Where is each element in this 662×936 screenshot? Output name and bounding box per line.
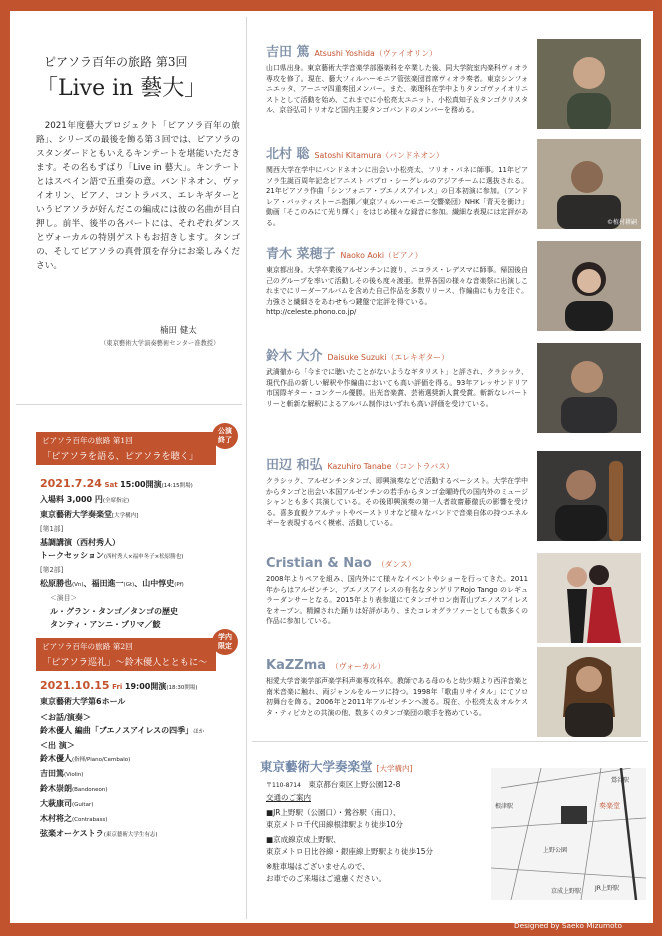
access-zip: 〒110-8714 <box>266 782 301 789</box>
event1-part1-label: [第1部] <box>40 525 64 533</box>
left-section-divider <box>16 404 242 405</box>
event2-campus-only-badge <box>212 629 238 655</box>
access-hall <box>260 757 412 775</box>
event2-cast-row <box>40 782 240 797</box>
map-label-uguisudani: 鶯谷駅 <box>611 777 630 784</box>
event1-day: Sat <box>104 481 118 489</box>
intro-author-role: （東京藝術大学演奏藝術センター准教授） <box>100 340 220 347</box>
performer-roman: （ヴォーカル） <box>331 662 386 671</box>
portrait-icon <box>537 39 641 129</box>
event1-program-1: ル・グラン・タンゴ／タンゴの歴史 <box>50 607 178 616</box>
photo-yoshida <box>537 39 641 129</box>
access-hall-note: [大学構内] <box>376 764 413 773</box>
performer-roman: Satoshi Kitamura（バンドネオン） <box>314 151 444 160</box>
portrait-icon <box>537 451 641 541</box>
cast-part: (東京藝術大学生有志) <box>103 832 158 838</box>
event1-price: 入場料 3,000 円 <box>40 495 103 504</box>
access-info <box>266 779 486 885</box>
event2-cast-row <box>40 767 240 782</box>
event2-details <box>40 679 240 842</box>
event2-subtitle: 「ピアソラ巡礼」～鈴木優人とともに～ <box>42 657 208 668</box>
performer-roman: （ダンス） <box>376 560 416 569</box>
event1-venue: 東京藝術大学奏楽堂 <box>40 510 112 519</box>
access-map <box>491 768 646 900</box>
event1-ended-badge <box>212 423 238 449</box>
photo-tanabe <box>537 451 641 541</box>
cast-name: 吉田篤 <box>40 769 64 778</box>
event1-details <box>40 477 240 631</box>
performer-roman: Daisuke Suzuki（エレキギター） <box>327 353 449 362</box>
event1-venue-note: [大学構内] <box>112 513 139 519</box>
intro-text: 2021年度藝大プロジェクト「ピアソラ百年の旅路」、シリーズの最後を飾る第３回では、ピアソラのスタンダードともいえるキンテートを堪能いただきます。その名もずばり「Live in 藝大」。キンテートとはスペイン語で五重奏の意。バンドネオン、ヴァイオリン、ピアノ、コントラバス、エレキギターというピアソラが好んだこの編成には彼の名曲が目白押し。前半、後半の各パートには、それぞれダンスとヴォーカルの特別ゲストもお招きします。タンゴの、そしてピアソラの真骨頂を存分にお楽しみください。 <box>36 121 240 271</box>
event1-time: 15:00開演 <box>120 480 162 489</box>
cast-part: (Guitar) <box>72 802 94 808</box>
event1-series: ピアソラ百年の旅路 第1回 <box>42 436 133 445</box>
photo-suzuki <box>537 343 641 433</box>
cast-name: 弦楽オーケストラ <box>40 829 104 838</box>
portrait-icon <box>537 343 641 433</box>
event1-perf-a: 松原勝也 <box>40 579 72 588</box>
event2-cast-row <box>40 797 240 812</box>
performer-name: 青木 菜穂子 <box>266 247 336 262</box>
cast-part: (Bandoneon) <box>72 787 108 793</box>
flyer-sheet <box>10 11 653 923</box>
performer-bio: 関西大学在学中にバンドネオンに出会い小松亮太、フリオ・パネに師事。11年ピアソラ生誕百周年記念ピアニスト パブロ・シーグレルのアジアチームに選抜される。21年ピアソラ作曲「シンフォニア・ブエノスアイレス」の日本初演に参加。（アンドレア・バッティストーニ指揮／東京フィルハーモニー交響楽団）NHK「青天を衝け」動画「そこのみにて光り輝く」をはじめ様々な録音に参加。繊細な表現には定評がある。 <box>266 166 528 227</box>
event1-part1-b: トークセッション <box>40 551 104 560</box>
event2-cast-label: ＜出 演＞ <box>40 741 75 750</box>
portrait-icon <box>537 241 641 331</box>
intro-author: 楠田 健太 <box>160 326 197 336</box>
performer-roman: Atsushi Yoshida（ヴァイオリン） <box>314 49 437 58</box>
event1-doors: (14:15開場) <box>161 483 193 489</box>
event2-cast-row <box>40 827 240 842</box>
access-route2-a: ■京成線京成上野駅、 <box>266 835 341 844</box>
performer-bio: 武満徹から「今までに聴いたことがないようなギタリスト」と評され、クラシック、現代作品の新しい解釈や作編曲においても高い評価を得る。93年アレッサンドリア市国際ギター・コンクール優勝。出光音楽賞、芸術選奨新人賞受賞。斬新なレパートリーと斬新な解釈によるアルバム制作はいずれも高い評価を受けている。 <box>266 368 528 408</box>
event2-doors: (18:30開場) <box>166 685 198 691</box>
event2-talk: 鈴木優人 編曲「ブエノスアイレスの四季」 <box>40 726 194 735</box>
performer-bio: クラシック、アルゼンチンタンゴ、即興演奏などで活動するベーシスト。大学在学中からタンゴと出会い本国アルゼンチンの若手からタンゴ金曜時代の国内外のミュージシャンとも多く共演している。その後即興演奏の第一人者故齋藤徹氏の影響を受ける。喜多直毅クアルテットやベーストリオなど様々なバンドで音楽自体の持つエネルギーを表現するべく模索、活動している。 <box>266 477 528 527</box>
event1-perf-c: 、山中惇史 <box>134 579 175 588</box>
event1-date: 2021.7.24 <box>40 477 102 490</box>
event1-subtitle: 「ピアソラを語る、ピアソラを聴く」 <box>42 451 199 462</box>
access-route1-a: ■JR上野駅（公園口）・鶯谷駅（南口）、 <box>266 808 401 817</box>
map-label-park: 上野公園 <box>543 847 568 854</box>
access-route1-b: 東京メトロ千代田線根津駅より徒歩10分 <box>266 820 404 829</box>
cast-part: (Contrabass) <box>72 817 108 823</box>
performer-cristian-nao <box>266 556 528 627</box>
performer-name: 田辺 和弘 <box>266 458 323 473</box>
event2-talk-label: ＜お話/演奏＞ <box>40 713 91 722</box>
access-guide-label: 交通のご案内 <box>266 793 311 802</box>
access-route2-b: 東京メトロ日比谷線・銀座線上野駅より徒歩15分 <box>266 847 434 856</box>
performer-roman: Kazuhiro Tanabe（コントラバス） <box>327 462 454 471</box>
map-label-keisei-ueno: 京成上野駅 <box>551 888 582 895</box>
event2-talk-note: ほか <box>193 729 205 735</box>
map-label-jr-ueno: JR上野駅 <box>595 885 619 892</box>
performer-tanabe <box>266 454 528 529</box>
event2-date: 2021.10.15 <box>40 679 110 692</box>
access-note1: ※駐車場はございませんので、 <box>266 862 370 871</box>
cast-name: 木村将之 <box>40 814 72 823</box>
performer-name: 北村 聡 <box>266 147 310 162</box>
access-address: 東京都台東区上野公園12-8 <box>308 780 401 789</box>
cast-name: 鈴木崇朗 <box>40 784 72 793</box>
photo-kitamura <box>537 139 641 229</box>
photo-cristian-nao <box>537 553 641 643</box>
event1-price-note: (全席指定) <box>102 498 130 504</box>
main-title: 「Live in 藝大」 <box>36 76 207 101</box>
event1-header <box>36 432 216 465</box>
right-section-divider <box>252 741 648 742</box>
portrait-icon <box>537 139 641 229</box>
performer-yoshida <box>266 41 528 116</box>
event2-series: ピアソラ百年の旅路 第2回 <box>42 642 133 651</box>
event1-perf-b-note: (Gt) <box>123 582 135 588</box>
event2-header <box>36 638 216 671</box>
event2-badge-text: 学内限定 <box>218 633 232 650</box>
event1-perf-c-note: (Pf) <box>174 582 184 588</box>
performer-name: 吉田 篤 <box>266 45 310 60</box>
cast-name: 大萩康司 <box>40 799 72 808</box>
performer-kazzma <box>266 658 528 718</box>
event1-program-2: タンティ・アンニ・プリマ／鮫 <box>50 620 161 629</box>
performer-url[interactable]: http://celeste.phono.co.jp/ <box>266 308 357 316</box>
cast-part: (指揮/Piano/Cembalo) <box>72 757 131 763</box>
performer-kitamura <box>266 143 528 228</box>
performer-bio: 山口県出身。東京藝術大学音楽学部器楽科を卒業した後、同大学院室内楽科ヴィオラ専攻を修了。現在、藝大フィルハーモニア管弦楽団首席ヴィオラ奏者。東京シンフォニエッタ、アーニマ四重奏団メンバー。また、楽理科在学中よりタンゴヴァイオリニストとして活動を始め、これまでに小松亮太ユニット、小松真知子＆タンゴクリスタル、京谷弘司トリオなど国内主要タンゴバンドのメンバーを務める。 <box>266 64 528 114</box>
event2-cast-row <box>40 752 240 767</box>
cast-name: 鈴木優人 <box>40 754 72 763</box>
event1-part2-label: [第2部] <box>40 566 64 574</box>
performer-suzuki <box>266 345 528 409</box>
performer-name: 鈴木 大介 <box>266 349 323 364</box>
map-label-hall: 奏楽堂 <box>599 802 620 810</box>
performer-aoki <box>266 243 528 318</box>
portrait-icon <box>537 553 641 643</box>
event1-part1-a: 基調講演（西村秀人） <box>40 538 120 547</box>
performer-roman: Naoko Aoki（ピアノ） <box>340 251 423 260</box>
performer-name: Cristian & Nao <box>266 556 372 571</box>
event1-perf-b: 、福田進一 <box>83 579 124 588</box>
access-note2: お車でのご来場はご遠慮ください。 <box>266 874 386 883</box>
access-hall-name: 東京藝術大学奏楽堂 <box>260 759 373 774</box>
column-divider <box>246 17 247 919</box>
event1-program-label: ＜演目＞ <box>50 594 78 602</box>
event1-badge-text: 公演終了 <box>218 427 232 444</box>
event1-part1-b-note: (西村秀人×福申冬子×松原勝也) <box>103 554 184 560</box>
event2-venue: 東京藝術大学第6ホール <box>40 697 126 706</box>
event1-perf-a-note: (Vn) <box>72 582 84 588</box>
photo-aoki <box>537 241 641 331</box>
performer-bio: 2008年よりペアを組み、国内外にて様々なイベントやショーを行ってきた。2011年からはアルゼンチン、ブエノスアイレスの有名なタンゲリアRojo Tango のレギュラーダンサーとなる。2015年より表参道にてタンゴサロン南青山ブエノスアイレスをオープン。精錬された踊りは好評があり、またコレオグラファーとしても数多くの作品に参加している。 <box>266 575 528 625</box>
photo-credit: ©植村耕嗣 <box>606 219 637 226</box>
performer-name: KaZZma <box>266 658 327 673</box>
performer-bio: 東京都出身。大学卒業後アルゼンチンに渡り、ニコラス・レデスマに師事。帰国後自己のグループを率いて活動しその後も度々渡亜。世界各国の様々な音楽祭に出演しこれまでにリーダーアルバムを含めた自己作品を多数リリース、作編曲にも力を注ぐ。力強さと繊細さをあわせもつ鍵盤で定評を得ている。 <box>266 266 528 306</box>
map-label-nezu: 根津駅 <box>495 803 514 810</box>
event2-cast-row <box>40 812 240 827</box>
event2-day: Fri <box>112 683 123 691</box>
portrait-icon <box>537 647 641 737</box>
event2-time: 19:00開演 <box>124 682 167 691</box>
performer-bio: 相愛大学音楽学部声楽学科声楽専攻科卒。教師である母のもと幼少期より西洋音楽と南米音楽に触れ、両ジャンルをルーツに持つ。1998年「歌曲リサイタル」にてソロ初舞台を飾る。2006年と2011年アルゼンチンへ渡る。現在、小松亮太＆オルケスタ・ティピカとの共演の他、数多くのタンゴ楽団の歌手を務めている。 <box>266 677 528 717</box>
design-credit: Designed by Saeko Mizumoto <box>514 921 622 930</box>
photo-kazzma <box>537 647 641 737</box>
series-title: ピアソラ百年の旅路 第3回 <box>44 55 188 69</box>
cast-part: (Violin) <box>64 772 84 778</box>
